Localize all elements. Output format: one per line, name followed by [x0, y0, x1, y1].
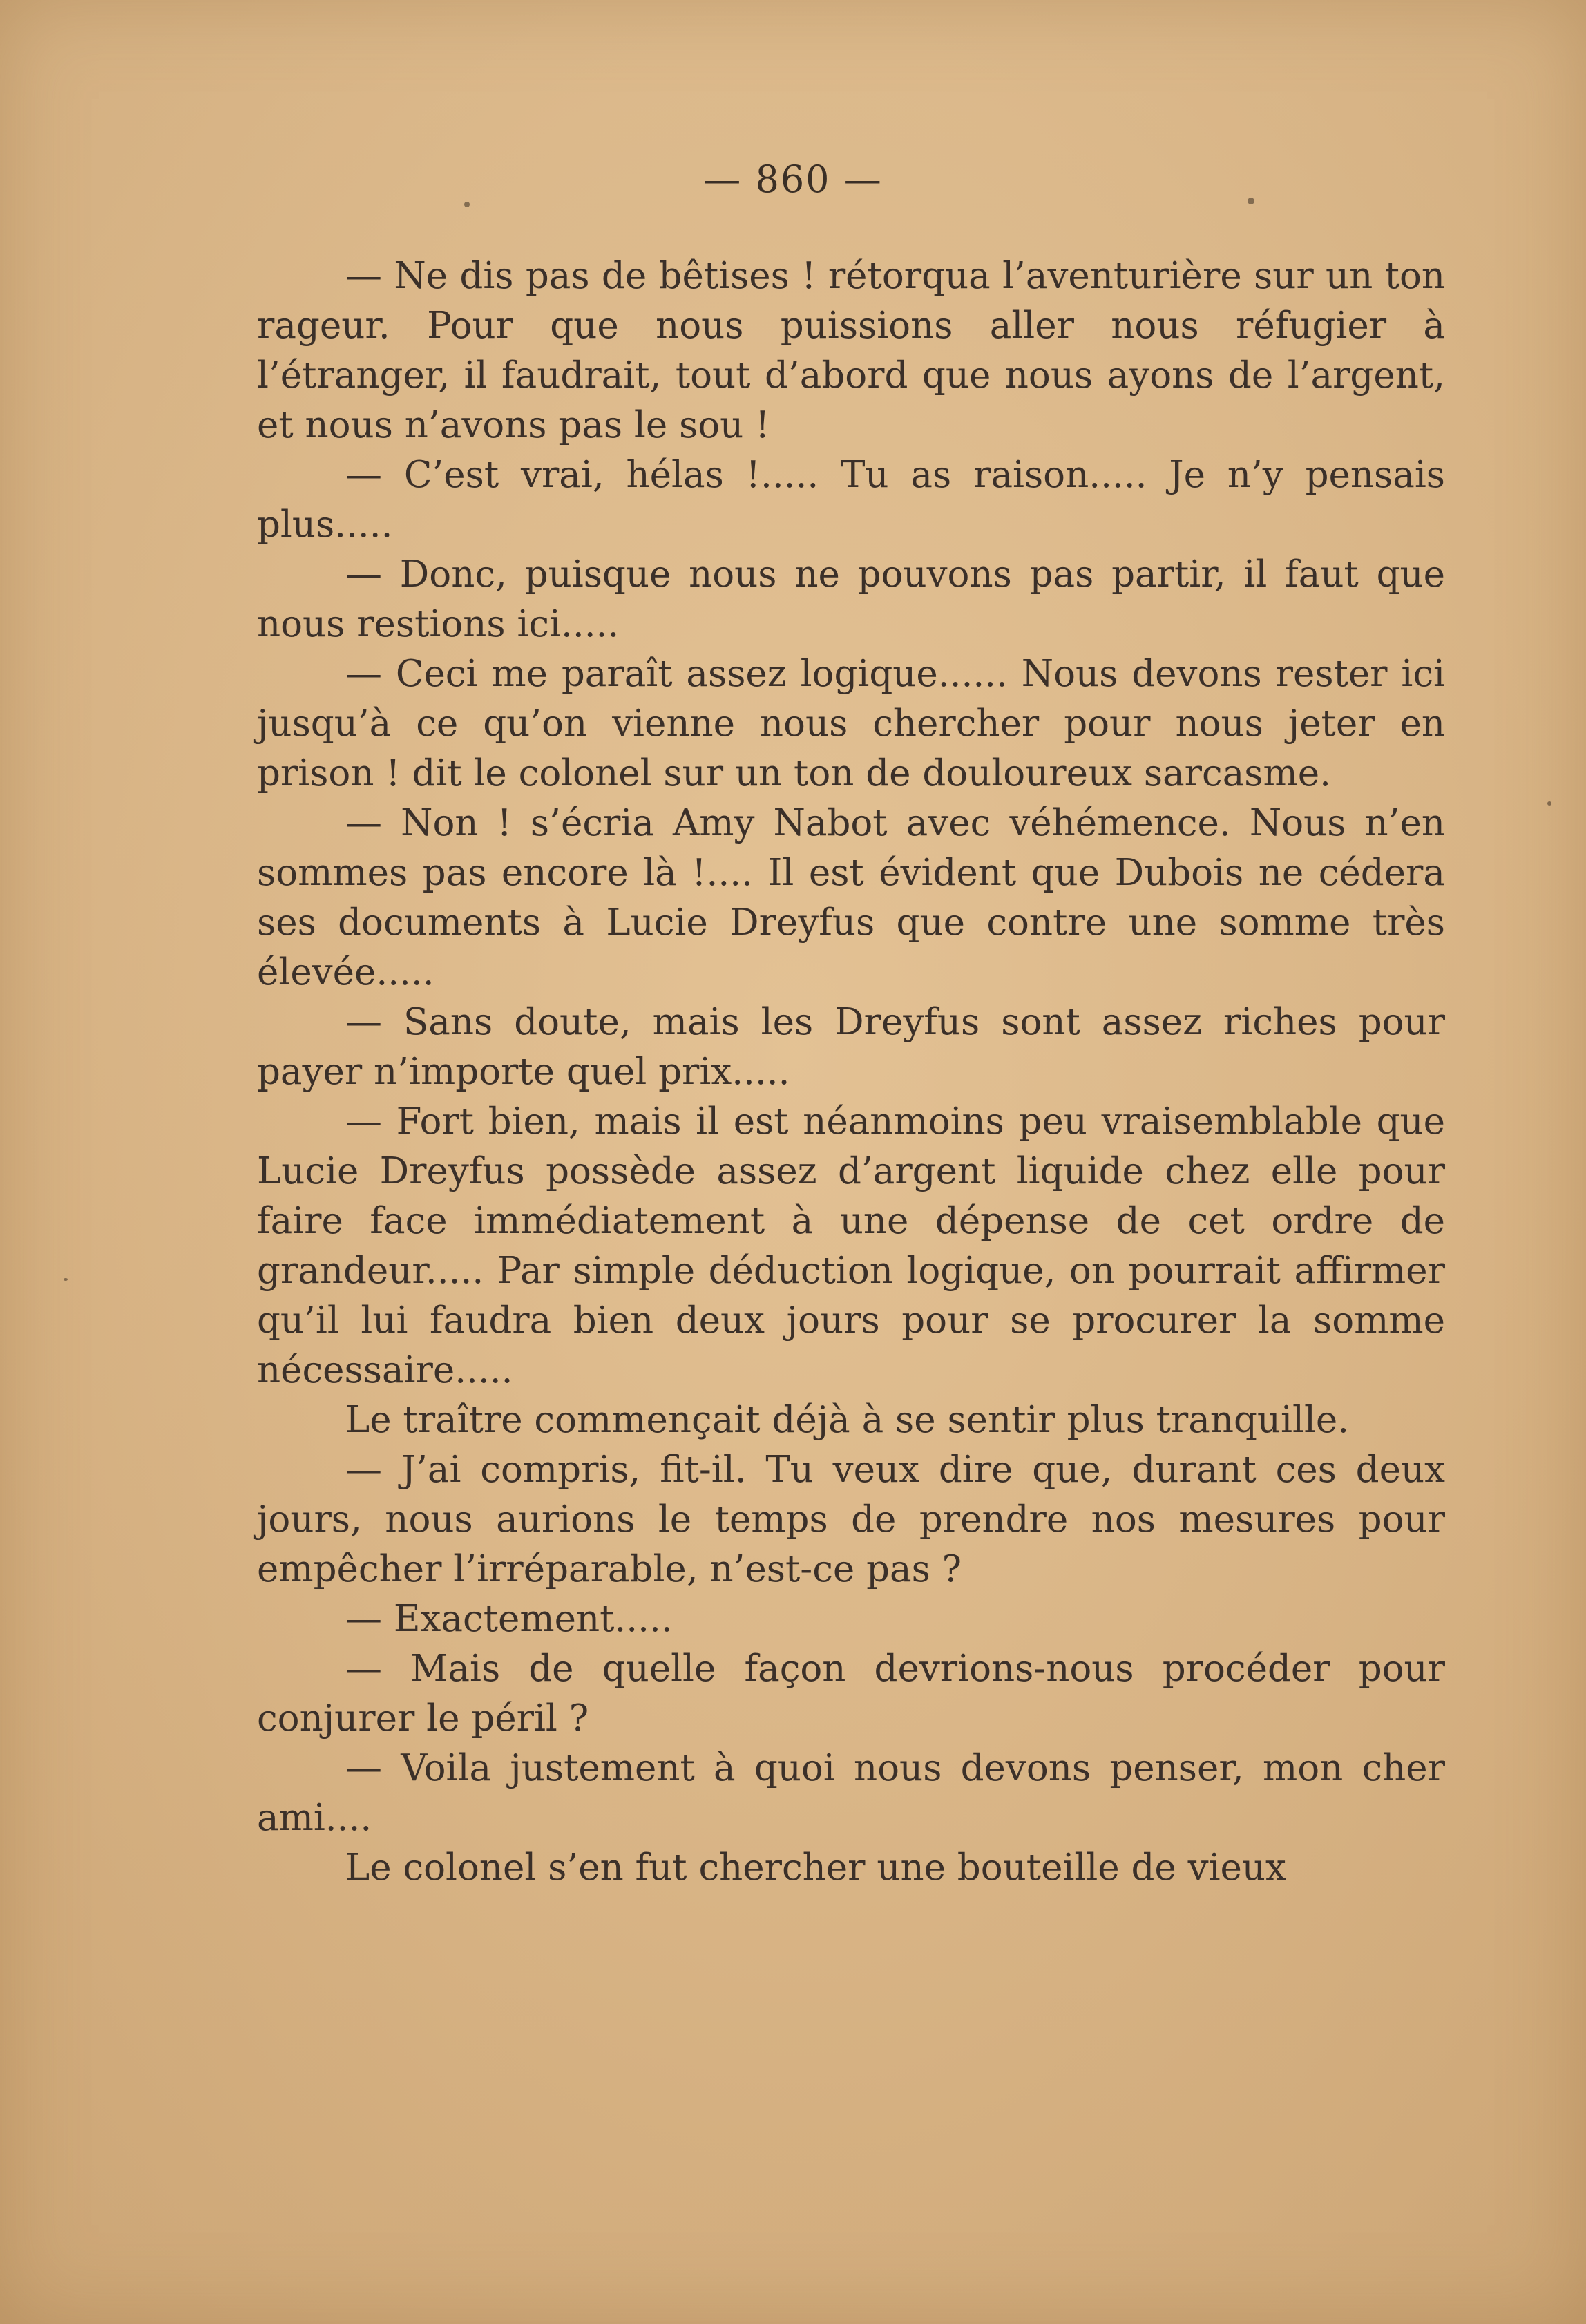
paragraph: Le traître commençait déjà à se sentir plus tranquille. [345, 1399, 1350, 1441]
paragraph: — Donc, puisque nous ne pouvons pas partir, il faut que nous restions ici..... [257, 553, 1445, 645]
page-number: — 860 — [703, 158, 883, 201]
paper-speck [64, 1278, 68, 1281]
paper-speck [1547, 801, 1551, 806]
paper-speck [1248, 198, 1254, 204]
paragraph: — Non ! s’écria Amy Nabot avec véhémence. Nous n’en sommes pas encore là !.... Il est évident que Dubois ne cédera ses documents à Lucie Dreyfus que contre une somme très élevée..... [257, 802, 1445, 993]
paragraph: — Sans doute, mais les Dreyfus sont assez riches pour payer n’importe quel prix..... [257, 1001, 1445, 1093]
paragraph: — J’ai compris, fit-il. Tu veux dire que, durant ces deux jours, nous aurions le temps de prendre nos mesures pour empêcher l’irréparable, n’est-ce pas ? [257, 1449, 1445, 1590]
paragraph: Le colonel s’en fut chercher une bouteille de vieux [345, 1847, 1286, 1889]
paragraph: — Voila justement à quoi nous devons penser, mon cher ami.... [257, 1747, 1445, 1839]
paragraph: — Fort bien, mais il est néanmoins peu vraisemblable que Lucie Dreyfus possède assez d’argent liquide chez elle pour faire face immédiatement à une dépense de cet ordre de grandeur..... Par simple déduction logique, on pourrait affirmer qu’il lui faudra bien deux jours pour se procurer la somme nécessaire..... [257, 1101, 1445, 1391]
paragraph: — Ne dis pas de bêtises ! rétorqua l’aventurière sur un ton rageur. Pour que nous puissions aller nous réfugier à l’étranger, il faudrait, tout d’abord que nous ayons de l’argent, et nous n’avons pas le sou ! [257, 255, 1445, 446]
paragraph: — Mais de quelle façon devrions-nous procéder pour conjurer le péril ? [257, 1648, 1445, 1740]
paragraph: — Exactement..... [345, 1598, 673, 1640]
paper-speck [464, 202, 470, 207]
body-text [257, 251, 1445, 1893]
paragraph: — C’est vrai, hélas !..... Tu as raison..... Je n’y pensais plus..... [257, 454, 1445, 546]
paragraph: — Ceci me paraît assez logique...... Nous devons rester ici jusqu’à ce qu’on vienne nous chercher pour nous jeter en prison ! dit le colonel sur un ton de douloureux sarcasme. [257, 653, 1445, 794]
